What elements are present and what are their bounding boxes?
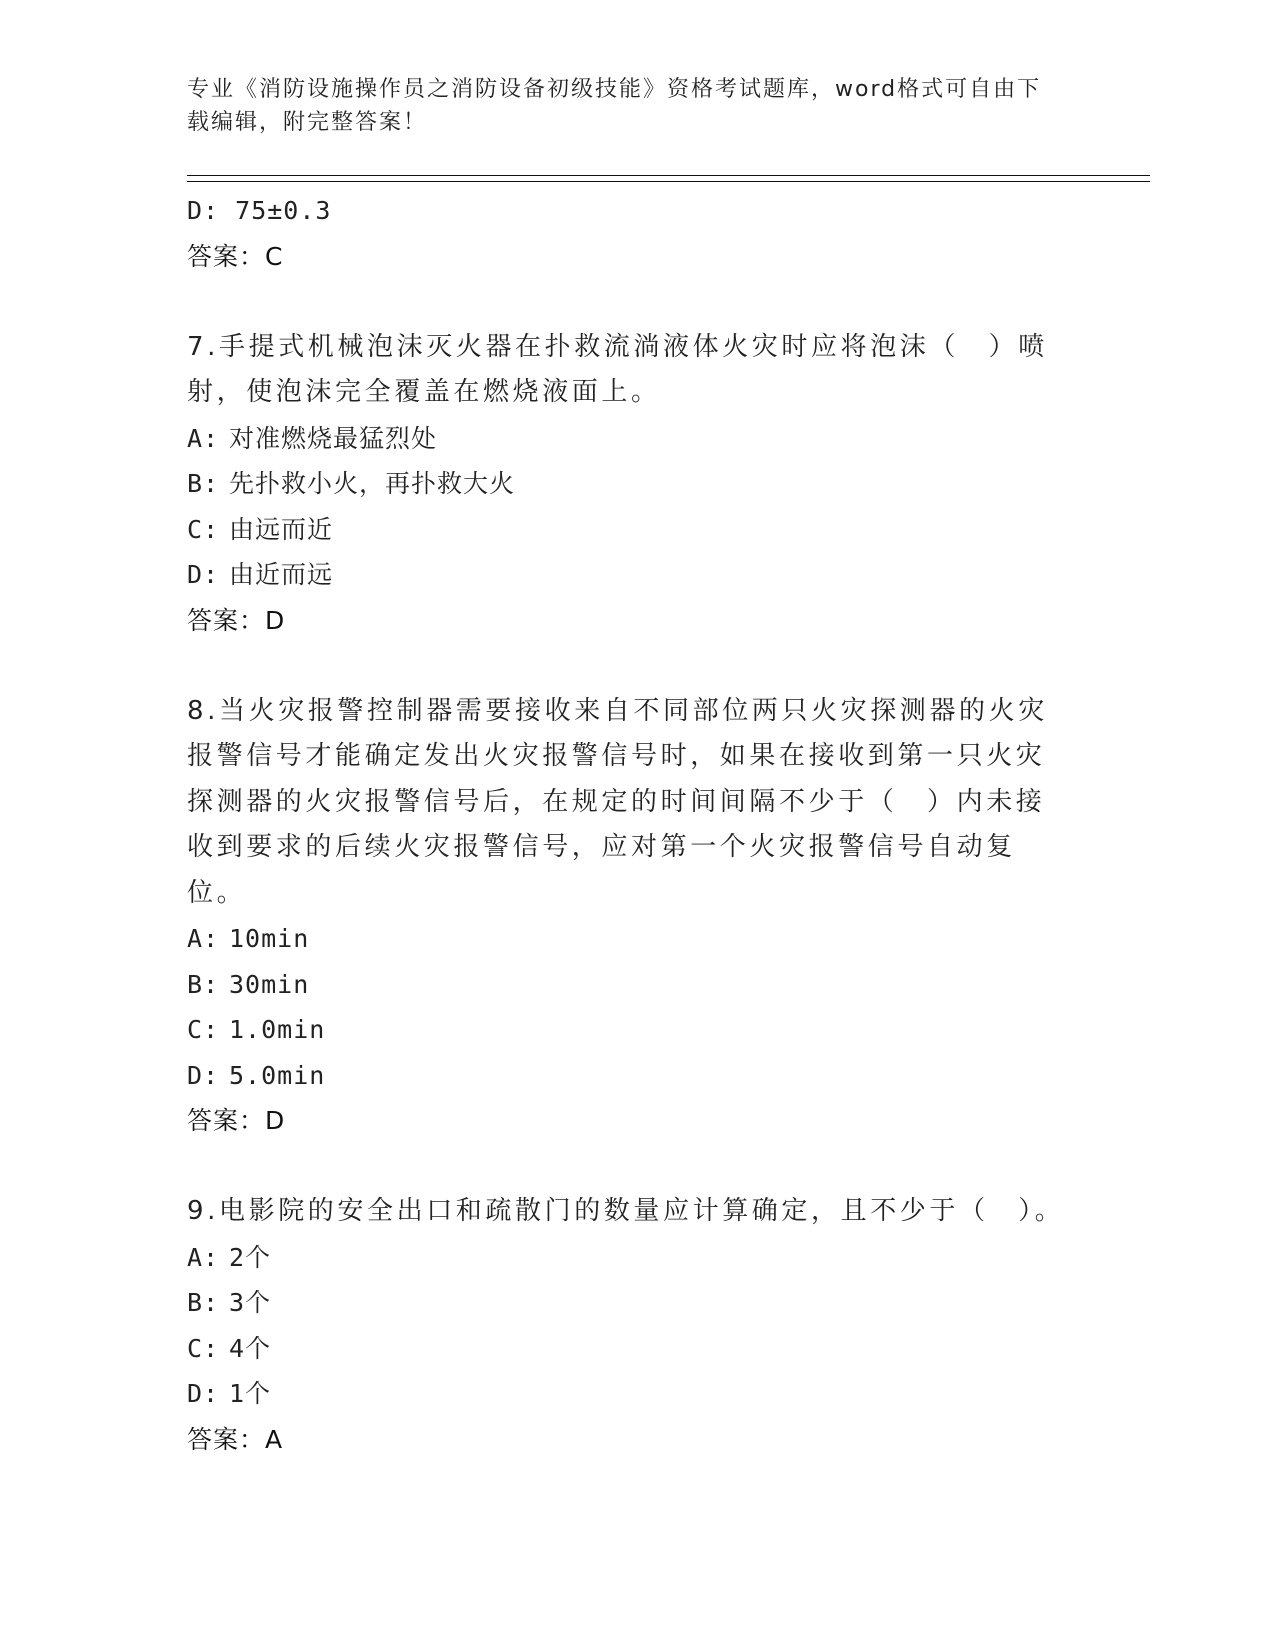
- option-text: 3个: [229, 1288, 272, 1317]
- question-block: [187, 1189, 1067, 1462]
- option-text: 由远而近: [229, 514, 334, 544]
- option-label: D:: [187, 1060, 220, 1090]
- option-d: [187, 1371, 1067, 1417]
- answer: 答案：D: [187, 605, 286, 635]
- option-d: [187, 1053, 1067, 1099]
- header-rule-top: [187, 175, 1150, 176]
- option-b: [187, 962, 1067, 1008]
- option-label: C:: [187, 1333, 220, 1363]
- option-b: [187, 1280, 1067, 1326]
- option-d: [187, 552, 1067, 598]
- option-text: 1.0min: [229, 1015, 326, 1044]
- answer: 答案：D: [187, 1106, 286, 1135]
- spacer: [187, 279, 1067, 325]
- option-label: B:: [187, 469, 220, 498]
- option-c: [187, 1326, 1067, 1372]
- option-text: 1个: [229, 1379, 272, 1408]
- option-text: 2个: [229, 1242, 272, 1272]
- option-label: B:: [187, 969, 220, 999]
- question-text: 8.当火灾报警控制器需要接收来自不同部位两只火灾探测器的火灾报警信号才能确定发出火灾报警信号时，如果在接收到第一只火灾探测器的火灾报警信号后，在规定的时间间隔不少于（ ）内未接收到要求的后续火灾报警信号，应对第一个火灾报警信号自动复位。: [187, 695, 1048, 908]
- option-a: [187, 1235, 1067, 1281]
- option-text: 对准燃烧最猛烈处: [229, 423, 438, 453]
- option-label: B:: [187, 1288, 220, 1317]
- option-label: A:: [187, 924, 220, 953]
- question-block: [187, 325, 1067, 644]
- header-rule-bottom: [187, 181, 1150, 182]
- spacer: [187, 1144, 1067, 1190]
- question-block: [187, 689, 1067, 1144]
- question-text: 9.电影院的安全出口和疏散门的数量应计算确定，且不少于（ ）。: [187, 1196, 1065, 1226]
- option-text: 先扑救小火，再扑救大火: [229, 469, 516, 498]
- option-label: C:: [187, 1015, 220, 1044]
- option-label: D:: [187, 560, 220, 589]
- option-label: A:: [187, 1242, 220, 1272]
- option-c: [187, 507, 1067, 553]
- header-line-2: 载编辑，附完整答案！: [187, 110, 428, 135]
- option-text: 5.0min: [229, 1060, 326, 1090]
- option-a: [187, 916, 1067, 962]
- prev-option-d: D: 75±0.3: [187, 196, 332, 225]
- option-label: C:: [187, 514, 220, 544]
- option-c: [187, 1007, 1067, 1053]
- option-text: 30min: [229, 969, 310, 999]
- page-header: [187, 73, 1067, 139]
- option-text: 4个: [229, 1333, 272, 1363]
- option-a: [187, 416, 1067, 462]
- header-line-1: 专业《消防设施操作员之消防设备初级技能》资格考试题库，word格式可自由下: [187, 77, 1042, 102]
- question-list: [187, 188, 1067, 1462]
- answer: 答案：A: [187, 1424, 284, 1454]
- prev-answer: 答案：C: [187, 241, 284, 271]
- option-label: A:: [187, 423, 220, 453]
- question-text: 7.手提式机械泡沫灭火器在扑救流淌液体火灾时应将泡沫（ ）喷射，使泡沫完全覆盖在燃烧液面上。: [187, 331, 1048, 407]
- spacer: [187, 643, 1067, 689]
- option-label: D:: [187, 1379, 220, 1408]
- option-text: 10min: [229, 924, 310, 953]
- option-text: 由近而远: [229, 560, 334, 589]
- option-b: [187, 461, 1067, 507]
